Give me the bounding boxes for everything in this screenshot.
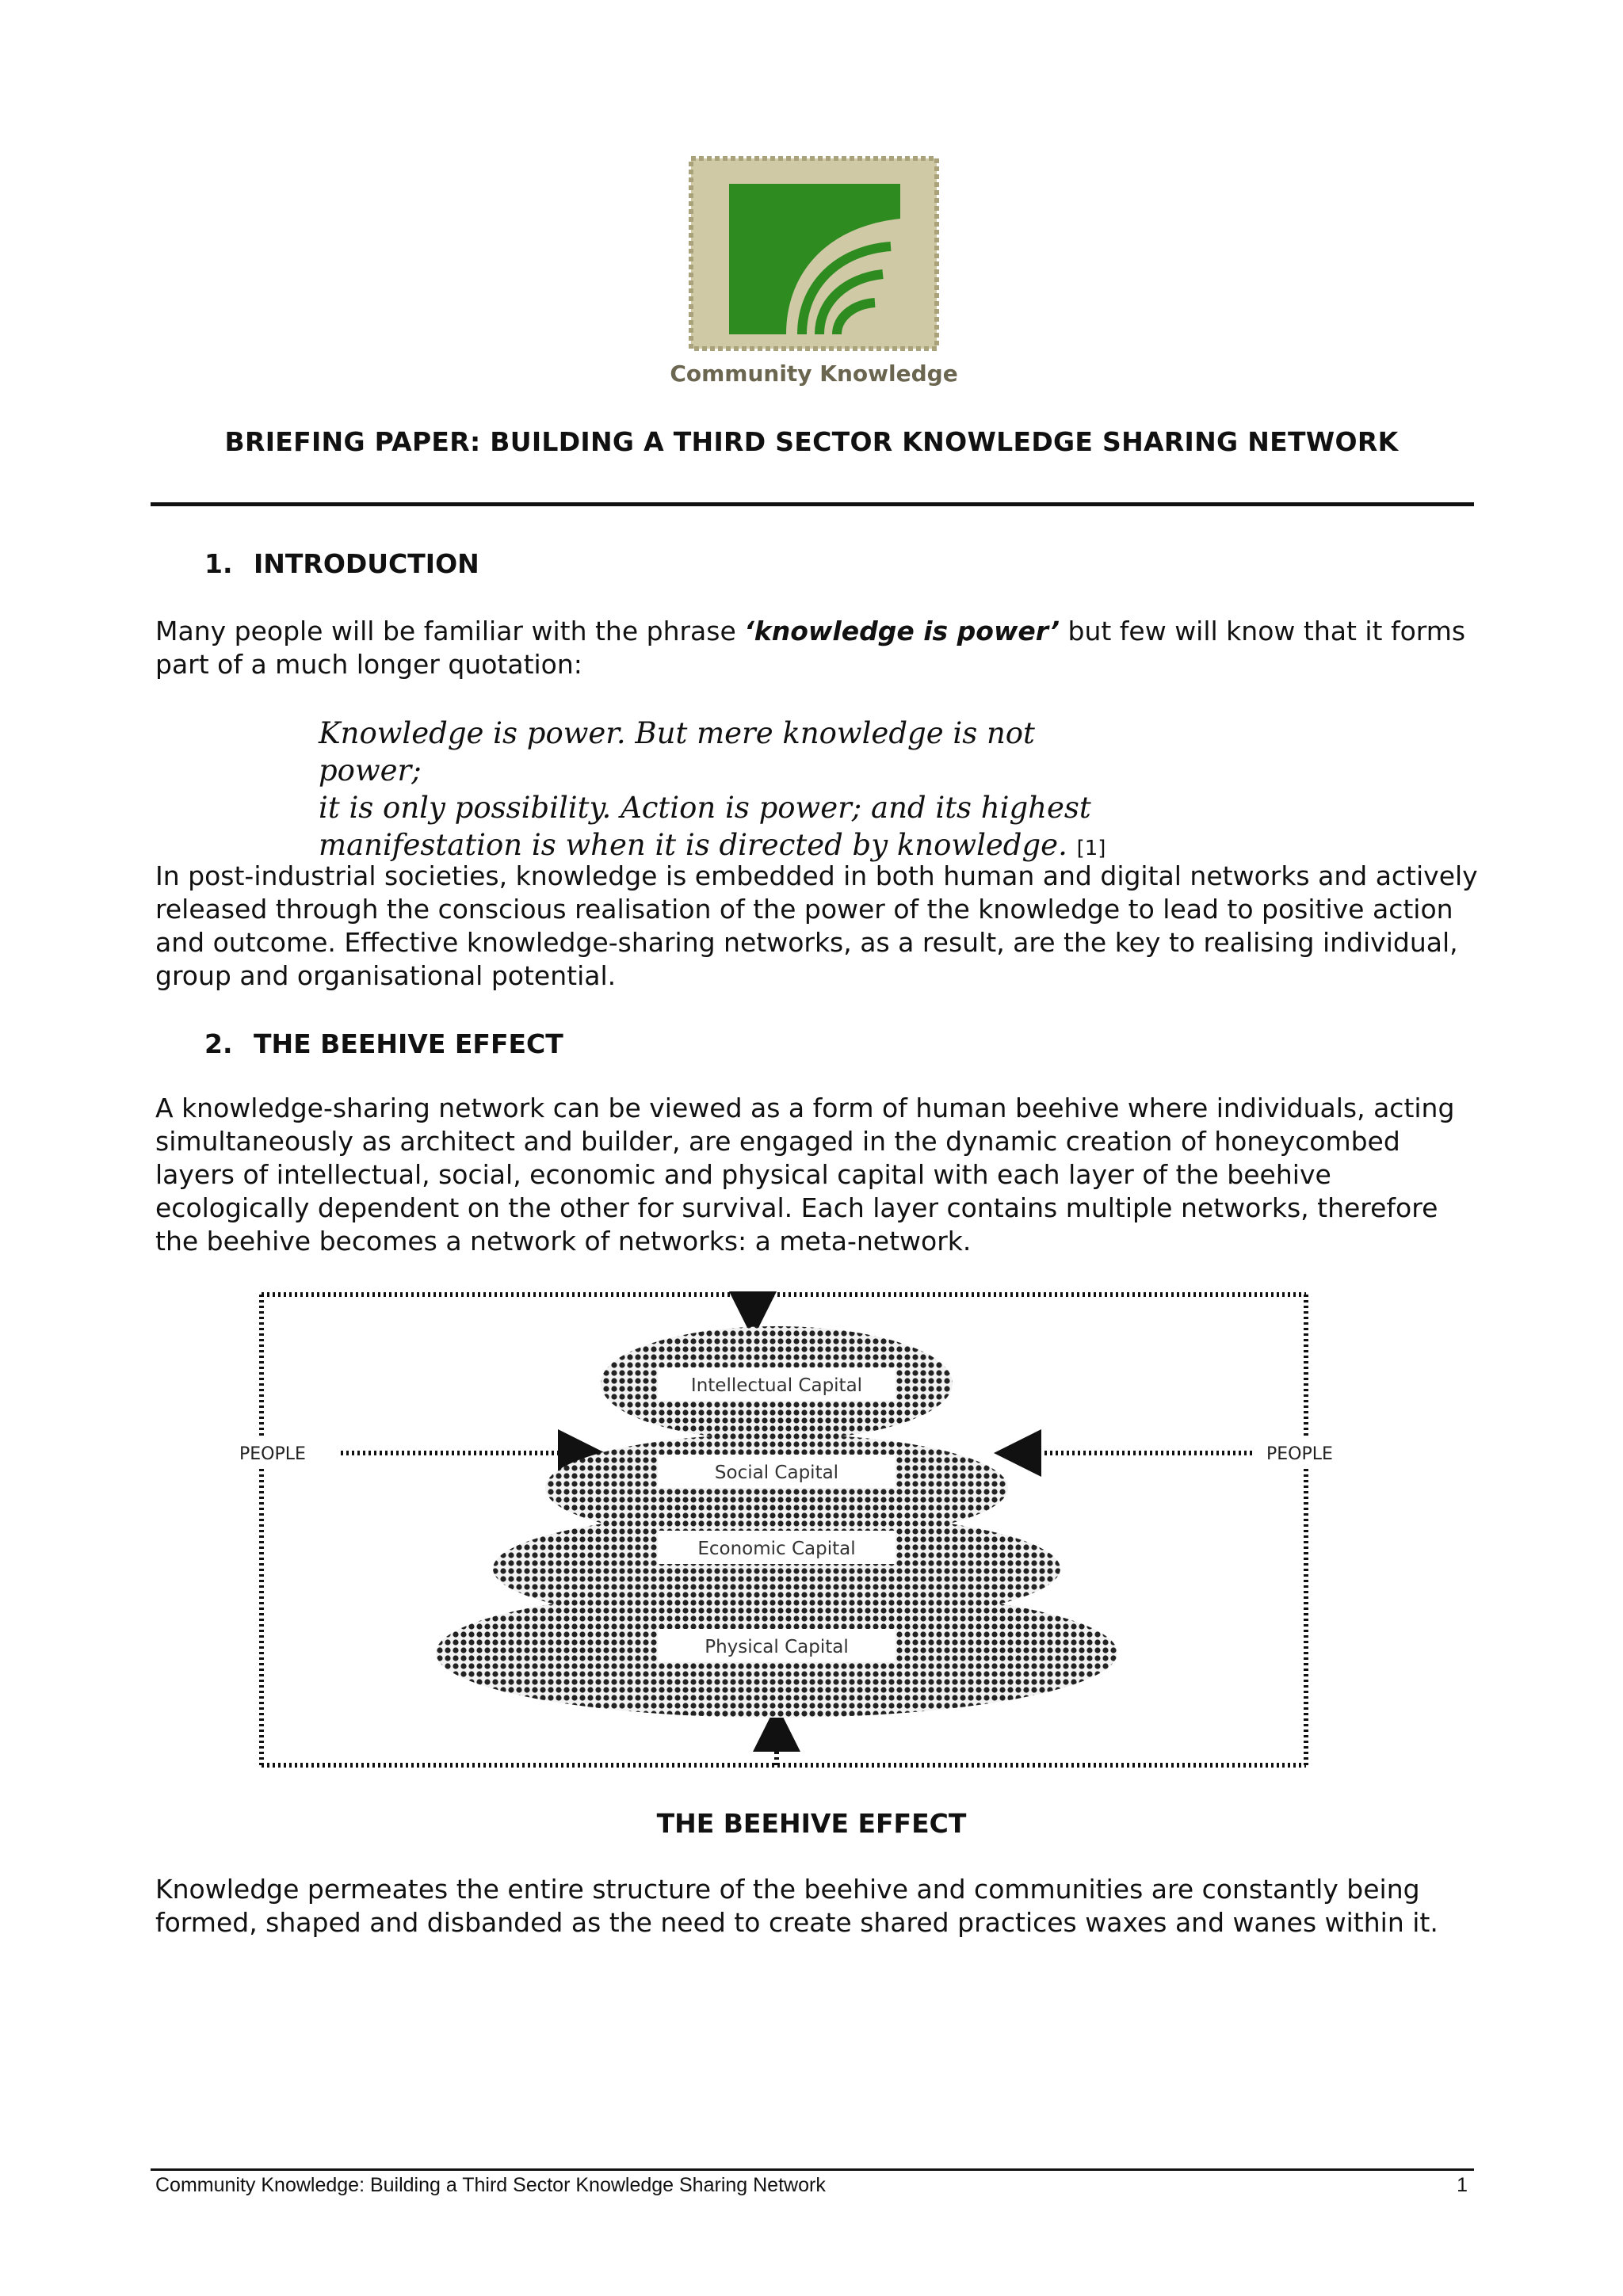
page-title: BRIEFING PAPER: BUILDING A THIRD SECTOR KNOWLEDGE SHARING NETWORK: [224, 426, 1399, 457]
quote-line-1: Knowledge is power. But mere knowledge is not power;: [319, 716, 1035, 788]
page-number: 1: [1457, 2174, 1468, 2196]
footer-text: Community Knowledge: Building a Third Sector Knowledge Sharing Network: [155, 2174, 826, 2196]
post-industrial-paragraph: In post-industrial societies, knowledge is embedded in both human and digital networks and actively released through the conscious realisation of the power of the knowledge to lead to positive action and outcome. Effective knowledge-sharing networks, as a result, are the key to realising individual, group and organisational potential.: [155, 860, 1478, 991]
section-2-title: THE BEEHIVE EFFECT: [254, 1028, 563, 1059]
people-left-label: PEOPLE: [239, 1444, 306, 1464]
section-2-heading: [204, 1028, 563, 1059]
people-right-label: PEOPLE: [1266, 1444, 1333, 1464]
quote-line-2: it is only possibility. Action is power; and its highest: [319, 791, 1091, 825]
social-label: Social Capital: [714, 1463, 839, 1483]
section-1-title: INTRODUCTION: [254, 548, 479, 579]
intro-text-start: Many people will be familiar with the phrase: [155, 616, 745, 646]
figure-caption: THE BEEHIVE EFFECT: [656, 1808, 967, 1839]
quotation: [319, 715, 1111, 868]
intellectual-label: Intellectual Capital: [690, 1375, 863, 1396]
section-2-number: 2.: [204, 1028, 233, 1059]
economic-label: Economic Capital: [697, 1539, 856, 1559]
community-knowledge-logo: [670, 155, 958, 393]
title-divider: [151, 502, 1474, 506]
intro-paragraph: [155, 615, 1479, 681]
quote-line-3: manifestation is when it is directed by knowledge.: [319, 828, 1067, 862]
physical-label: Physical Capital: [705, 1637, 849, 1657]
section-1-heading: [204, 548, 479, 579]
intro-text-end: but few will know that it forms part of a much longer quotation:: [155, 616, 1466, 680]
logo-text: Community Knowledge: [670, 360, 958, 387]
quote-reference: [1]: [1076, 837, 1106, 860]
closing-paragraph: Knowledge permeates the entire structure of the beehive and communities are constantly being formed, shaped and disbanded as the need to create shared practices waxes and wanes within it.: [155, 1874, 1438, 1938]
footer-divider: [151, 2168, 1474, 2171]
beehive-paragraph: A knowledge-sharing network can be viewed as a form of human beehive where individuals, acting simultaneously as architect and builder, are engaged in the dynamic creation of honeycombed layers of intellectual, social, economic and physical capital with each layer of the beehive ecologically dependent on the other for survival. Each layer contains multiple networks, therefore the beehive becomes a network of networks: a meta-network.: [155, 1093, 1455, 1257]
section-1-number: 1.: [204, 548, 233, 579]
intro-emphasis: ‘knowledge is power’: [744, 616, 1060, 646]
beehive-diagram: [230, 1282, 1333, 1781]
